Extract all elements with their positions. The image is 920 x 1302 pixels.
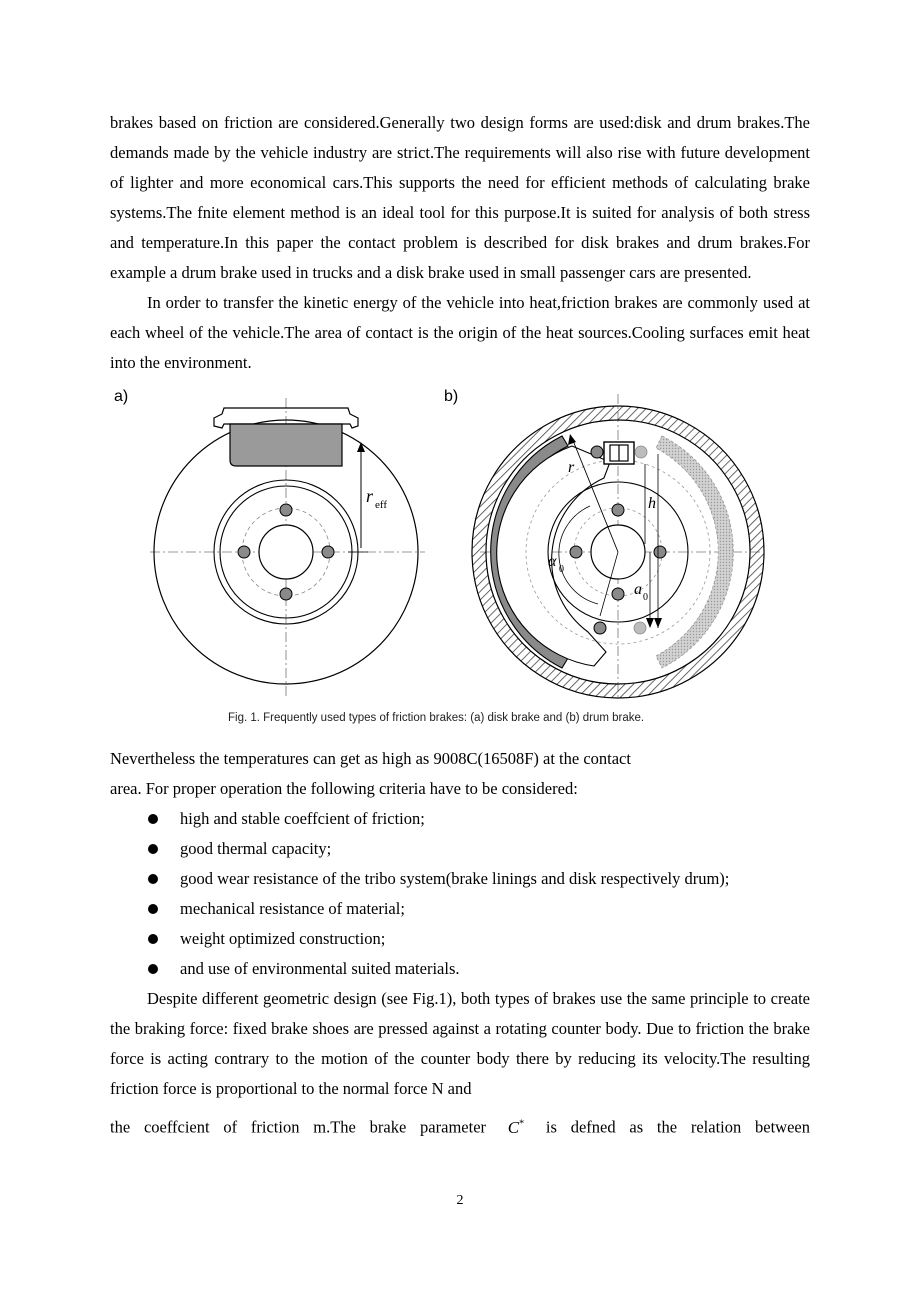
list-item: good thermal capacity; [110, 834, 810, 864]
criteria-list [110, 804, 810, 984]
bullet-icon [148, 874, 158, 884]
paragraph-intro: brakes based on friction are considered.Generally two design forms are used:disk and drum brakes.The demands made by the vehicle industry are strict.The requirements will also rise with future development of lighter and more economical cars.This supports the need for efficient methods of calculating brake systems.The fnite element method is an ideal tool for this purpose.It is suited for analysis of both stress and temperature.In this paper the contact problem is described for disk brakes and drum brakes.For example a drum brake used in trucks and a disk brake used in small passenger cars are presented. [110, 113, 810, 282]
figure-label-a: a) [114, 388, 129, 405]
bullet-icon [148, 904, 158, 914]
label-a0: a [634, 581, 642, 598]
page-content [110, 108, 810, 1148]
brake-diagram [110, 384, 810, 704]
bullet-icon [148, 964, 158, 974]
paragraph-brake-parameter: the coeffcient of friction m.The brake parameter C* is defned as the relation between [110, 1117, 810, 1137]
bullet-icon [148, 844, 158, 854]
list-item: mechanical resistance of material; [110, 894, 810, 924]
brake-parameter-symbol: C* [507, 1117, 525, 1137]
list-item: and use of environmental suited materials. [110, 954, 810, 984]
label-alpha0: α [548, 553, 557, 570]
figure-1 [110, 384, 810, 744]
bullet-icon [148, 814, 158, 824]
paragraph-temperature-line2: area. For proper operation the following criteria have to be considered: [110, 779, 578, 798]
label-a0-sub: 0 [643, 592, 648, 603]
disk-brake [150, 398, 425, 696]
page-number: 2 [456, 1193, 464, 1208]
label-r-eff: r [366, 486, 374, 506]
paragraph-kinetic-energy: In order to transfer the kinetic energy of the vehicle into heat,friction brakes are commonly used at each wheel of the vehicle.The area of contact is the origin of the heat sources.Cooling surfaces emit heat into the environment. [110, 293, 810, 372]
bullet-icon [148, 934, 158, 944]
label-h: h [648, 495, 656, 512]
paragraph-temperature-line1: Nevertheless the temperatures can get as high as 9008C(16508F) at the contact [110, 749, 631, 768]
label-r: r [568, 459, 575, 476]
label-r-eff-sub: eff [375, 499, 388, 511]
brake-pad [230, 424, 342, 466]
paragraph-principle: Despite different geometric design (see Fig.1), both types of brakes use the same principle to create the braking force: fixed brake shoes are pressed against a rotating counter body. Due to friction the brake force is acting contrary to the motion of the counter body there by reducing its velocity.The resulting friction force is proportional to the normal force N and [110, 989, 810, 1098]
figure-caption: Fig. 1. Frequently used types of friction brakes: (a) disk brake and (b) drum brake. [228, 712, 645, 724]
figure-label-b: b) [444, 388, 459, 405]
label-alpha0-sub: 0 [559, 564, 564, 575]
drum-brake [472, 394, 764, 700]
list-item: good wear resistance of the tribo system(brake linings and disk respectively drum); [110, 864, 810, 894]
list-item: high and stable coeffcient of friction; [110, 804, 810, 834]
list-item: weight optimized construction; [110, 924, 810, 954]
